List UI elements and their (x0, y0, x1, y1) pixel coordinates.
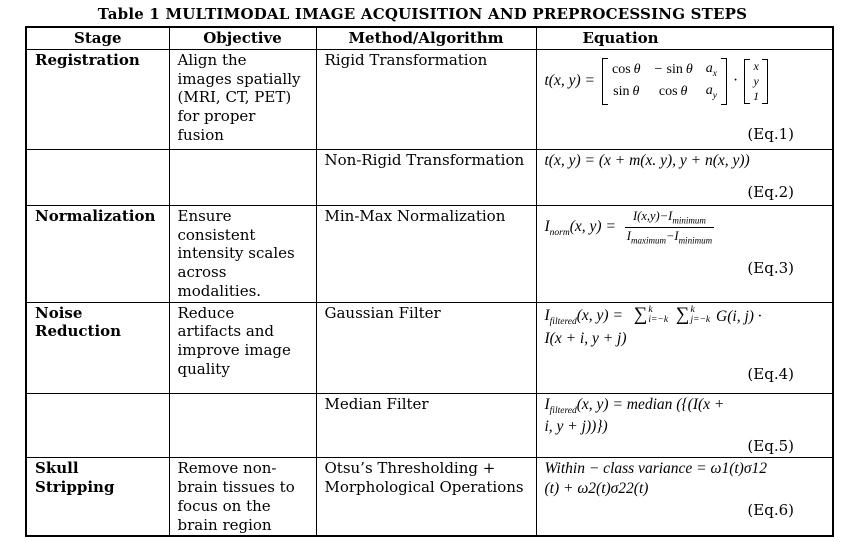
equation-cell (536, 302, 833, 393)
stage-cell: Noise Reduction (26, 302, 169, 393)
stage-cell: Skull Stripping (26, 458, 169, 537)
summation (676, 305, 710, 326)
objective-cell (169, 149, 316, 205)
table-row (26, 205, 833, 302)
eq1-expression (545, 58, 825, 105)
sigma-symbol: ∑ (633, 304, 648, 326)
table-row (26, 393, 833, 458)
bracket-right (762, 59, 768, 104)
eq5-line2: i, y + j))}) (544, 417, 608, 435)
vector-cell: y (753, 73, 759, 88)
eq6-label: (Eq.6) (747, 500, 794, 519)
equation-cell (536, 205, 833, 302)
matrix-cell: cos θ (658, 84, 688, 100)
eq1-rotation-matrix (602, 58, 727, 105)
stage-cell: Normalization (26, 205, 169, 302)
eq4-label: (Eq.4) (747, 364, 794, 383)
eq4-expression (545, 305, 825, 329)
method-cell: Non-Rigid Transformation (316, 149, 536, 205)
eq4-lhs: $I_{filtered}(x$, y) = (544, 307, 623, 328)
dot-operator: · (732, 72, 739, 90)
method-cell: Otsu’s Thresholding + Morphological Operations (316, 458, 536, 537)
eq2-expression: t(x, y) = (x + m(x. y), y + n(x, y)) (544, 151, 750, 169)
table-row (26, 149, 833, 205)
matrix-cell: − sin θ (653, 61, 693, 77)
vector-cell: x (753, 58, 759, 73)
eq1-coordinate-vector (744, 59, 768, 104)
bracket-right (721, 58, 727, 105)
objective-text: Remove non-brain tissues to focus on the brain region (177, 459, 295, 534)
column-header-stage: Stage (26, 27, 169, 49)
eq6-line1: Within − class variance = ω1(t)σ12 (544, 460, 767, 478)
matrix-cell: $a_x$ (705, 60, 717, 79)
objective-cell (169, 49, 316, 149)
sigma-symbol: ∑ (675, 304, 690, 326)
equation-cell (536, 49, 833, 149)
vector-grid (750, 59, 762, 104)
stage-cell: Registration (26, 49, 169, 149)
fraction-denominator: $I_{maximum}-I_{minimum}$ (626, 228, 713, 246)
eq1-label: (Eq.1) (747, 124, 794, 143)
matrix-grid (608, 58, 721, 105)
eq2-label: (Eq.2) (747, 183, 794, 202)
eq3-fraction (625, 208, 714, 247)
equation-cell (536, 458, 833, 537)
eq3-label: (Eq.3) (747, 259, 794, 278)
vector-cell: 1 (753, 88, 760, 103)
objective-cell (169, 458, 316, 537)
eq4-line2: I(x + i, y + j) (544, 329, 627, 347)
eq5-label: (Eq.5) (747, 436, 794, 455)
objective-text: Align the images spatially (MRI, CT, PET) for proper fusion (177, 50, 301, 144)
table-row (26, 302, 833, 393)
eq5-expression: $I_{filtered}(x$, y) = median ({(I(x + (544, 395, 725, 416)
objective-cell (169, 393, 316, 458)
stage-cell (26, 393, 169, 458)
summation-limits: k j=−k (690, 304, 711, 325)
table-row (26, 458, 833, 537)
eq4-tail: G(i, j) · (716, 307, 762, 325)
stage-cell (26, 149, 169, 205)
eq1-lhs: t(x, y) = (544, 72, 595, 90)
column-header-objective: Objective (169, 27, 316, 49)
objective-text: Ensure consistent intensity scales across modalities. (177, 206, 295, 300)
matrix-cell: sin θ (613, 84, 640, 100)
table-row (26, 49, 833, 149)
method-cell: Min-Max Normalization (316, 205, 536, 302)
eq3-lhs: $I_{norm}(x$, y) = (544, 218, 616, 239)
fraction-numerator: $I(x,y)-I_{minimum}$ (625, 208, 714, 228)
method-cell: Median Filter (316, 393, 536, 458)
method-cell: Gaussian Filter (316, 302, 536, 393)
objective-cell (169, 205, 316, 302)
column-header-equation: Equation (536, 27, 833, 49)
equation-cell (536, 149, 833, 205)
matrix-cell: $a_y$ (705, 83, 717, 102)
method-cell: Rigid Transformation (316, 49, 536, 149)
summation (634, 305, 668, 326)
matrix-cell: cos θ (611, 61, 641, 77)
equation-cell (536, 393, 833, 458)
eq3-expression (545, 208, 825, 247)
objective-text: Reduce artifacts and improve image quality (177, 303, 291, 378)
objective-cell (169, 302, 316, 393)
page-title: Table 1 MULTIMODAL IMAGE ACQUISITION AND PREPROCESSING STEPS (97, 5, 748, 23)
summation-limits: k i=−k (648, 304, 669, 325)
preprocessing-steps-table (25, 26, 834, 537)
eq6-line2: (t) + ω2(t)σ22(t) (544, 479, 649, 497)
header-row (26, 27, 833, 49)
column-header-method: Method/Algorithm (316, 27, 536, 49)
